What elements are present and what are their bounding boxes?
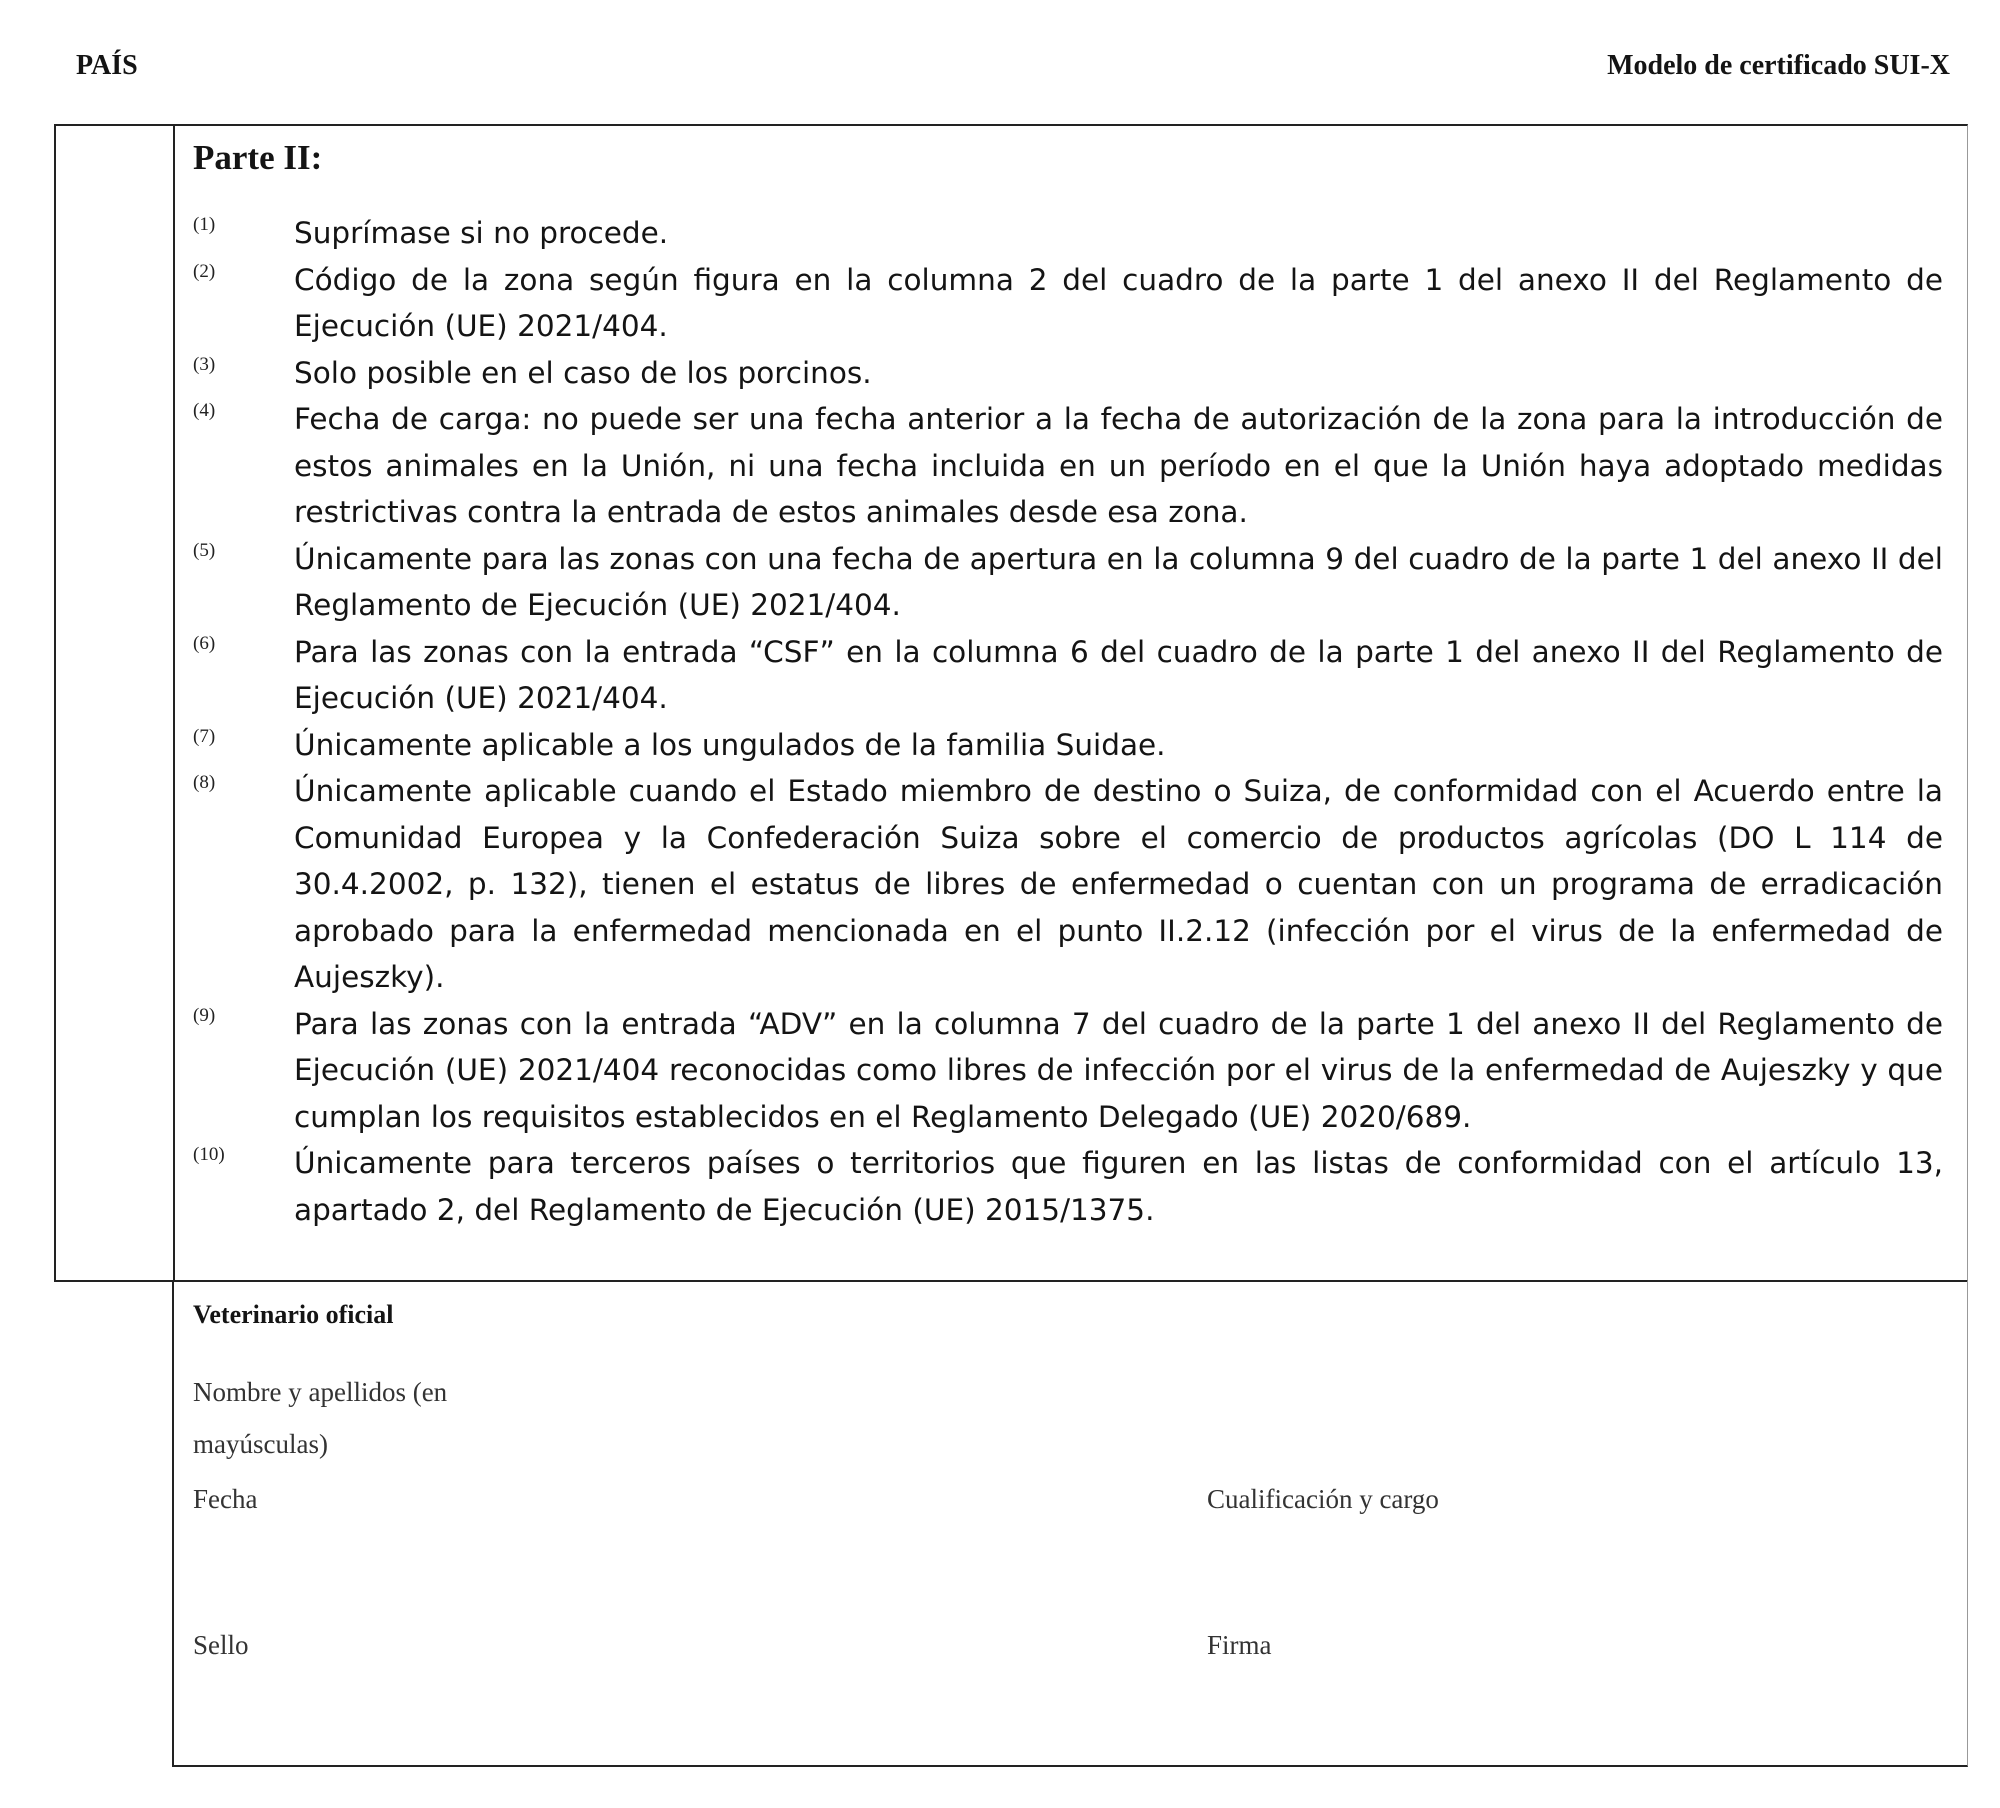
footnotes-list (193, 210, 1943, 1233)
name-label: Nombre y apellidos (en mayúsculas) (193, 1377, 448, 1459)
footnote (193, 350, 1943, 397)
footnote-text: Únicamente aplicable a los ungulados de la familia Suidae. (294, 727, 1166, 762)
seal-label: Sello (193, 1630, 249, 1660)
footnote-number: (10) (193, 1144, 225, 1165)
part-title: Parte II: (193, 138, 323, 177)
footnote (193, 768, 1943, 1001)
footnote-text: Únicamente aplicable cuando el Estado miembro de destino o Suiza, de conformidad con el Acuerdo entre la Comunidad Europea y la Confederación Suiza sobre el comercio de productos agrícolas (DO L 114 de 30.4.2002, p. 132), tienen el estatus de libres de enfermedad o cuentan con un programa de erradicación aprobado para la enfermedad mencionada en el punto II.2.12 (infección por el virus de la enfermedad de Aujeszky). (294, 774, 1943, 994)
column-divider (173, 124, 175, 1282)
footnote (193, 536, 1943, 629)
footnote-text: Para las zonas con la entrada “ADV” en la columna 7 del cuadro de la parte 1 del anexo II del Reglamento de Ejecución (UE) 2021/404 reconocidas como libres de infección por el virus de la enfermedad de Aujeszky y que cumplan los requisitos establecidos en el Reglamento Delegado (UE) 2020/689. (294, 1006, 1943, 1134)
footnote-number: (5) (193, 539, 216, 561)
footnote (193, 629, 1943, 722)
certificate-model-header: Modelo de certificado SUI-X (1607, 50, 1950, 81)
date-label: Fecha (193, 1484, 258, 1514)
footnote-number: (7) (193, 725, 216, 747)
footnote-text: Código de la zona según figura en la columna 2 del cuadro de la parte 1 del anexo II del Reglamento de Ejecución (UE) 2021/404. (294, 262, 1943, 343)
footnote-text: Únicamente para terceros países o territorios que figuren en las listas de conformidad con el artículo 13, apartado 2, del Reglamento de Ejecución (UE) 2015/1375. (294, 1146, 1943, 1227)
footnote-text: Solo posible en el caso de los porcinos. (294, 355, 872, 390)
veterinarian-title: Veterinario oficial (193, 1300, 394, 1329)
veterinarian-frame (172, 1281, 1968, 1767)
country-header: PAÍS (76, 50, 138, 81)
footnote-text: Suprímase si no procede. (294, 216, 669, 250)
footnote-text: Para las zonas con la entrada “CSF” en la columna 6 del cuadro de la parte 1 del anexo II del Reglamento de Ejecución (UE) 2021/404. (294, 634, 1943, 715)
footnote (193, 722, 1943, 769)
footnote (193, 1001, 1943, 1141)
footnote (193, 210, 1943, 257)
footnote (193, 257, 1943, 350)
signature-label: Firma (1207, 1630, 1272, 1660)
footnote-number: (1) (193, 214, 216, 235)
footnote-number: (9) (193, 1004, 216, 1026)
footnote-text: Fecha de carga: no puede ser una fecha anterior a la fecha de autorización de la zona para la introducción de estos animales en la Unión, ni una fecha incluida en un período en el que la Unión haya adoptado medidas restrictivas contra la entrada de estos animales desde esa zona. (294, 402, 1943, 529)
footnote-number: (2) (193, 260, 216, 282)
footnote-number: (6) (193, 632, 216, 654)
footnote (193, 396, 1943, 536)
footnote-number: (4) (193, 400, 216, 421)
qualification-label: Cualificación y cargo (1207, 1484, 1439, 1514)
footnote-text: Únicamente para las zonas con una fecha de apertura en la columna 9 del cuadro de la parte 1 del anexo II del Reglamento de Ejecución (UE) 2021/404. (294, 541, 1943, 622)
footnote-number: (3) (193, 353, 216, 375)
footnote (193, 1140, 1943, 1233)
footnote-number: (8) (193, 772, 216, 793)
